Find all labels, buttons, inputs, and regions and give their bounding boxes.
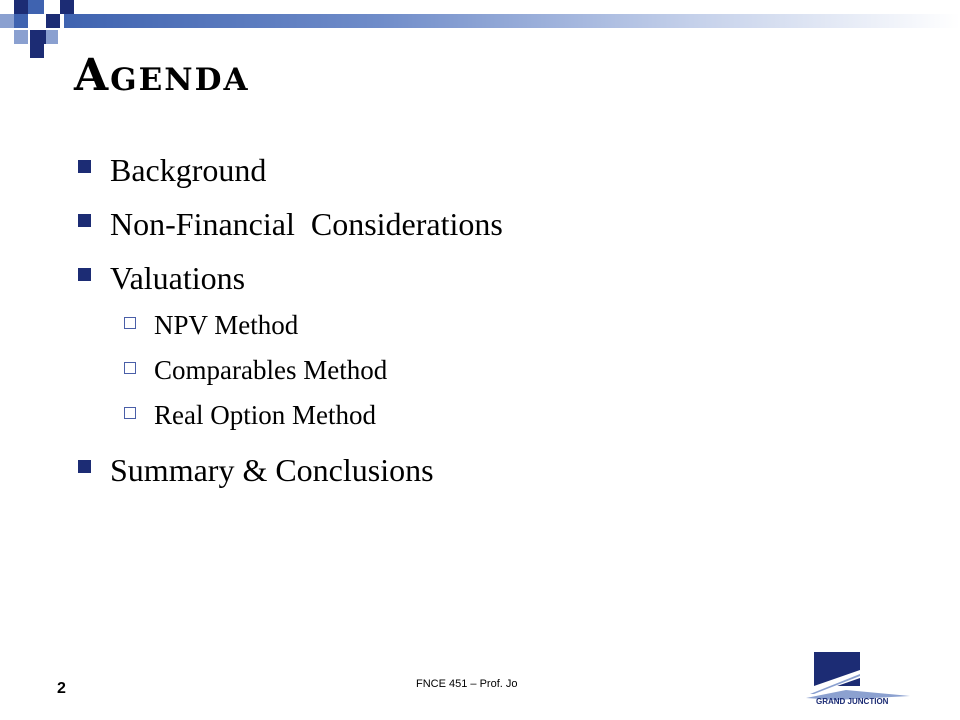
deco-square — [46, 30, 58, 44]
sub-bullet-label: Real Option Method — [154, 400, 376, 430]
hollow-square-bullet-icon — [124, 407, 136, 419]
sub-bullet-label: Comparables Method — [154, 355, 388, 385]
hollow-square-bullet-icon — [124, 317, 136, 329]
sub-bullet-label: NPV Method — [154, 310, 299, 340]
bullet-label: Background — [110, 152, 267, 188]
bullet-label: Summary & Conclusions — [110, 452, 434, 488]
deco-square — [28, 0, 44, 14]
bullet-label: Non-Financial Considerations — [110, 206, 503, 242]
square-bullet-icon — [78, 214, 91, 227]
deco-square — [14, 0, 28, 14]
slide-title: Agenda — [74, 50, 250, 101]
square-bullet-icon — [78, 460, 91, 473]
deco-square — [30, 30, 46, 44]
deco-square — [30, 44, 44, 58]
grand-junction-logo — [806, 652, 910, 706]
page-number: 2 — [57, 680, 66, 697]
deco-square — [46, 14, 60, 28]
deco-square — [14, 14, 28, 28]
deco-square — [14, 30, 28, 44]
svg-text:GRAND JUNCTION: GRAND JUNCTION — [816, 697, 889, 706]
bullet-label: Valuations — [110, 260, 246, 296]
square-bullet-icon — [78, 160, 91, 173]
footer-text: FNCE 451 – Prof. Jo — [416, 678, 518, 690]
deco-square — [60, 0, 74, 14]
hollow-square-bullet-icon — [124, 362, 136, 374]
header-gradient-band — [64, 14, 960, 28]
square-bullet-icon — [78, 268, 91, 281]
deco-square — [0, 14, 14, 28]
